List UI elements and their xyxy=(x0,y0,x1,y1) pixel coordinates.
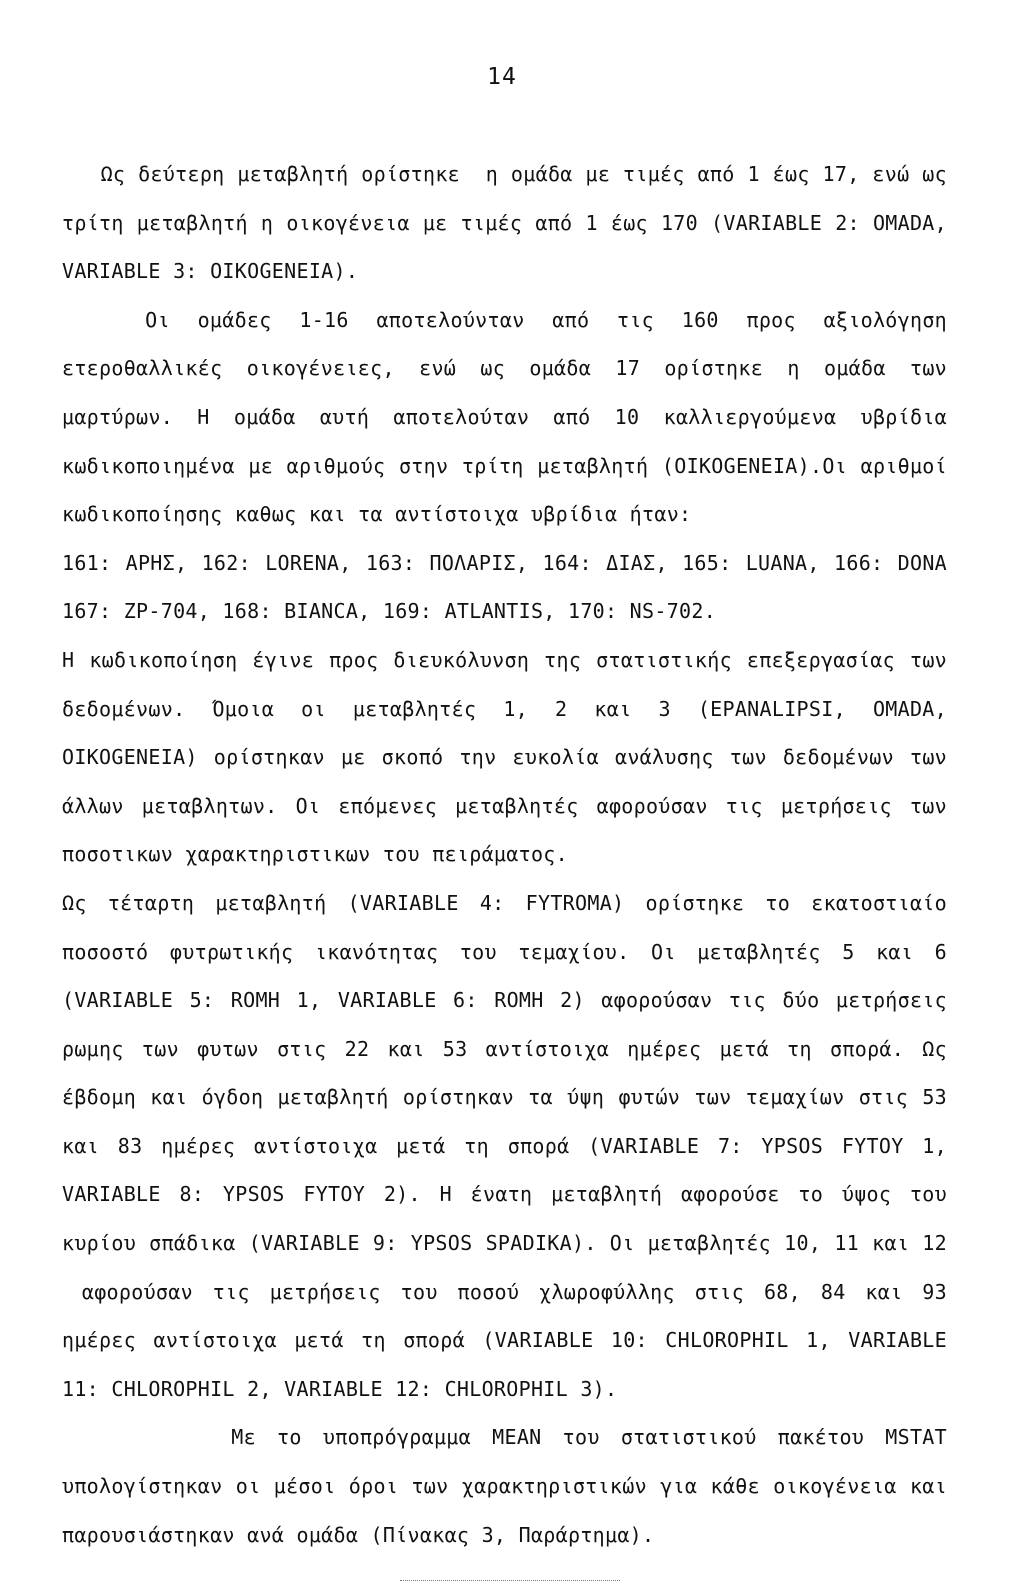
text-line: ποσοτικων χαρακτηριστικων του πειράματος. xyxy=(62,842,568,867)
text-line: OIKOGENEIA) ορίστηκαν με σκοπό την ευκολία ανάλυσης των δεδομένων των xyxy=(62,745,947,770)
text-line: κωδικοποιημένα με αριθμούς στην τρίτη μεταβλητή (OIKOGENEIA).Οι αριθμοί xyxy=(62,453,947,478)
text-line: Με το υποπρόγραμμα MEAN του στατιστικού πακέτου MSTAT xyxy=(62,1425,947,1450)
text-line: έβδομη και όγδοη μεταβλητή ορίστηκαν τα ύψη φυτών των τεμαχίων στις 53 xyxy=(62,1085,947,1110)
text-line: κωδικοποίησης καθως και τα αντίστοιχα υβρίδια ήταν: xyxy=(62,502,692,527)
text-line: μαρτύρων. Η ομάδα αυτή αποτελούταν από 10 καλλιεργούμενα υβρίδια xyxy=(62,404,947,429)
text-line: ετεροθαλλικές οικογένειες, ενώ ως ομάδα 17 ορίστηκε η ομάδα των xyxy=(62,356,947,381)
text-line: ημέρες αντίστοιχα μετά τη σπορά (VARIABLE 10: CHLOROPHIL 1, VARIABLE xyxy=(62,1328,947,1353)
bottom-divider xyxy=(400,1580,620,1582)
text-line: παρουσιάστηκαν ανά ομάδα (Πίνακας 3, Παράρτημα). xyxy=(62,1522,655,1547)
text-line: ποσοστό φυτρωτικής ικανότητας του τεμαχίου. Οι μεταβλητές 5 και 6 xyxy=(62,939,947,964)
text-line: υπολογίστηκαν οι μέσοι όροι των χαρακτηριστικών για κάθε οικογένεια και xyxy=(62,1474,947,1499)
text-line: Ως δεύτερη μεταβλητή ορίστηκε η ομάδα με τιμές από 1 έως 17, ενώ ως xyxy=(62,162,947,186)
body-text xyxy=(62,150,947,1559)
text-line: VARIABLE 3: OIKOGENEIA). xyxy=(62,259,359,284)
text-line: 11: CHLOROPHIL 2, VARIABLE 12: CHLOROPHIL 3). xyxy=(62,1376,618,1401)
text-line: άλλων μεταβλητων. Οι επόμενες μεταβλητές αφορούσαν τις μετρήσεις των xyxy=(62,793,947,818)
text-line: 161: ΑΡΗΣ, 162: LORENA, 163: ΠΟΛΑΡΙΣ, 164: ΔΙΑΣ, 165: LUANA, 166: DONA xyxy=(62,550,947,575)
text-line: και 83 ημέρες αντίστοιχα μετά τη σπορά (VARIABLE 7: YPSOS FYTOY 1, xyxy=(62,1133,947,1158)
text-line: Η κωδικοποίηση έγινε προς διευκόλυνση της στατιστικής επεξεργασίας των xyxy=(62,647,947,672)
page-number: 14 xyxy=(487,64,517,90)
text-line: VARIABLE 8: YPSOS FYTOY 2). Η ένατη μεταβλητή αφορούσε το ύψος του xyxy=(62,1182,947,1207)
text-line: κυρίου σπάδικα (VARIABLE 9: YPSOS SPADIKA). Οι μεταβλητές 10, 11 και 12 xyxy=(62,1231,947,1256)
text-line: 167: ZP-704, 168: BIANCA, 169: ATLANTIS, 170: NS-702. xyxy=(62,599,717,624)
text-line: τρίτη μεταβλητή η οικογένεια με τιμές από 1 έως 170 (VARIABLE 2: OMADA, xyxy=(62,210,947,235)
text-line: ρωμης των φυτων στις 22 και 53 αντίστοιχα ημέρες μετά τη σπορά. Ως xyxy=(62,1036,947,1061)
text-line: αφορούσαν τις μετρήσεις του ποσού χλωροφύλλης στις 68, 84 και 93 xyxy=(62,1279,947,1304)
text-line: Ως τέταρτη μεταβλητή (VARIABLE 4: FYTROMA) ορίστηκε το εκατοστιαίο xyxy=(62,890,947,915)
text-line: δεδομένων. Όμοια οι μεταβλητές 1, 2 και 3 (EPANALIPSI, OMADA, xyxy=(62,696,947,721)
text-line: Οι ομάδες 1-16 αποτελούνταν από τις 160 προς αξιολόγηση xyxy=(62,307,947,332)
text-line: (VARIABLE 5: ROMH 1, VARIABLE 6: ROMH 2) αφορούσαν τις δύο μετρήσεις xyxy=(62,988,947,1013)
